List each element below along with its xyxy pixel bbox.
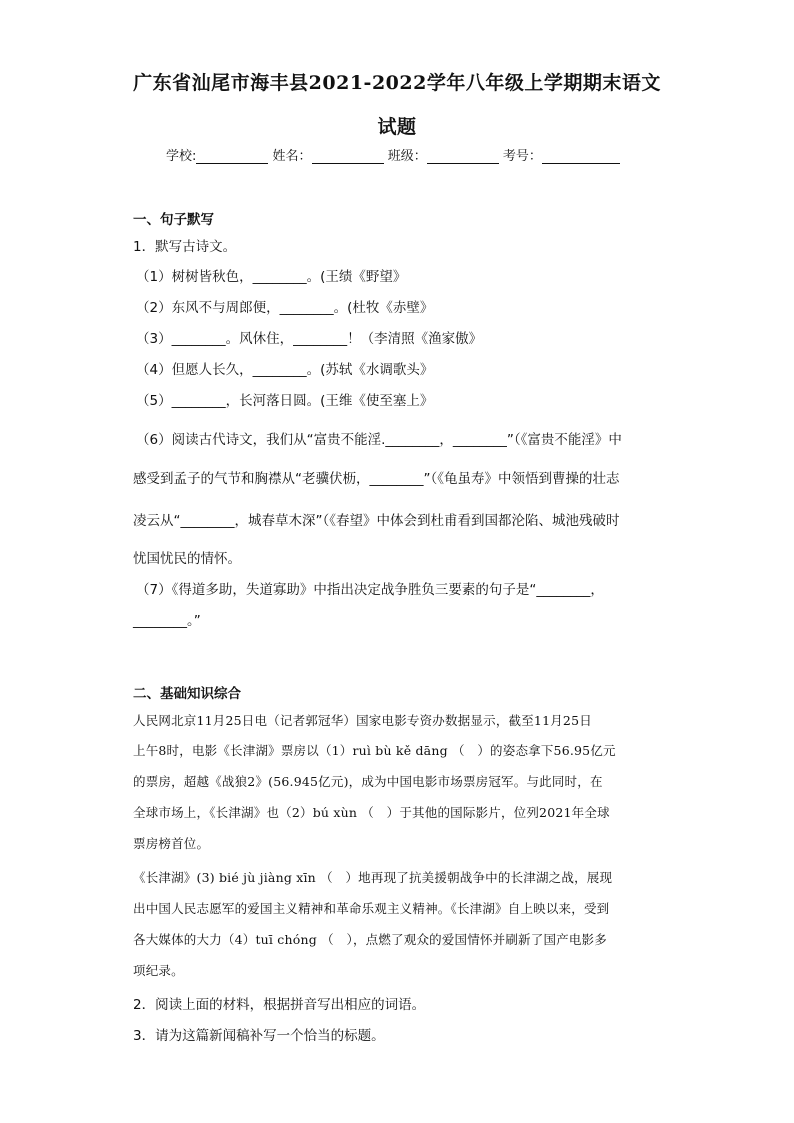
article-line: 各大媒体的大力（4）tuī chóng （ ），点燃了观众的爱国情怀并刷新了国产电影多 xyxy=(133,932,607,947)
question-line: （3）________。风休住，________！（李清照《渔家傲》 xyxy=(136,331,483,347)
question-line: 凌云从“________，城春草木深”（《春望》中体会到杜甫看到国都沦陷、城池残破时 xyxy=(133,513,620,529)
question-line: 感受到孟子的气节和胸襟从“老骥伏枥，________”（《龟虽寿》中领悟到曹操的壮志 xyxy=(133,471,620,487)
school-label: 学校: xyxy=(166,149,197,164)
question-line: （4）但愿人长久，________。(苏轼《水调歌头》 xyxy=(136,362,434,378)
article-line: 《长津湖》(3) bié jù jiàng xīn （ ）地再现了抗美援朝战争中的长津湖之战，展现 xyxy=(133,870,613,885)
question-line: （2）东风不与周郎便，________。(杜牧《赤壁》 xyxy=(136,300,434,316)
class-label: 班级： xyxy=(387,149,427,164)
article-line: 全球市场上，《长津湖》也（2）bú xùn （ ）于其他的国际影片，位列2021年全球 xyxy=(133,805,610,820)
section-heading-knowledge: 二、基础知识综合 xyxy=(133,686,241,702)
question-line: （1）树树皆秋色，________。(王绩《野望》 xyxy=(136,269,407,285)
question-line: （6）阅读古代诗文，我们从“富贵不能淫.________，________”（《富贵不能淫》中 xyxy=(136,432,622,448)
article-line: 出中国人民志愿军的爱国主义精神和革命乐观主义精神。《长津湖》自上映以来，受到 xyxy=(133,901,610,916)
exam-title: 广东省汕尾市海丰县2021-2022学年八年级上学期期末语文 xyxy=(133,72,661,94)
question-3: 3．请为这篇新闻稿补写一个恰当的标题。 xyxy=(133,1028,385,1044)
class-blank[interactable] xyxy=(427,149,499,164)
school-blank[interactable] xyxy=(196,149,268,164)
section-heading-recitation: 一、句子默写 xyxy=(133,212,214,228)
article-line: 的票房，超越《战狼2》(56.945亿元)，成为中国电影市场票房冠军。与此同时，在 xyxy=(133,774,603,789)
id-blank[interactable] xyxy=(542,149,620,164)
question-line: 忧国忧民的情怀。 xyxy=(133,551,241,567)
article-line: 上午8时，电影《长津湖》票房以（1）ruì bù kě dāng （ ）的姿态拿下56.95亿元 xyxy=(133,743,616,758)
exam-title-continued: 试题 xyxy=(377,116,417,138)
article-line: 票房榜首位。 xyxy=(133,836,210,851)
article-line: 项纪录。 xyxy=(133,963,184,978)
question-line: （5）________，长河落日圆。(王维《使至塞上》 xyxy=(136,393,434,409)
name-label: 姓名： xyxy=(272,149,312,164)
question-2: 2．阅读上面的材料，根据拼音写出相应的词语。 xyxy=(133,997,426,1013)
student-info-row xyxy=(166,145,636,164)
question-1: 1．默写古诗文。 xyxy=(133,239,237,255)
id-label: 考号： xyxy=(502,149,542,164)
question-line: （7）《得道多助，失道寡助》中指出决定战争胜负三要素的句子是“________， xyxy=(136,582,604,598)
name-blank[interactable] xyxy=(312,149,384,164)
article-line: 人民网北京11月25日电（记者郭冠华）国家电影专资办数据显示，截至11月25日 xyxy=(133,713,592,728)
question-line: ________。” xyxy=(133,613,201,629)
